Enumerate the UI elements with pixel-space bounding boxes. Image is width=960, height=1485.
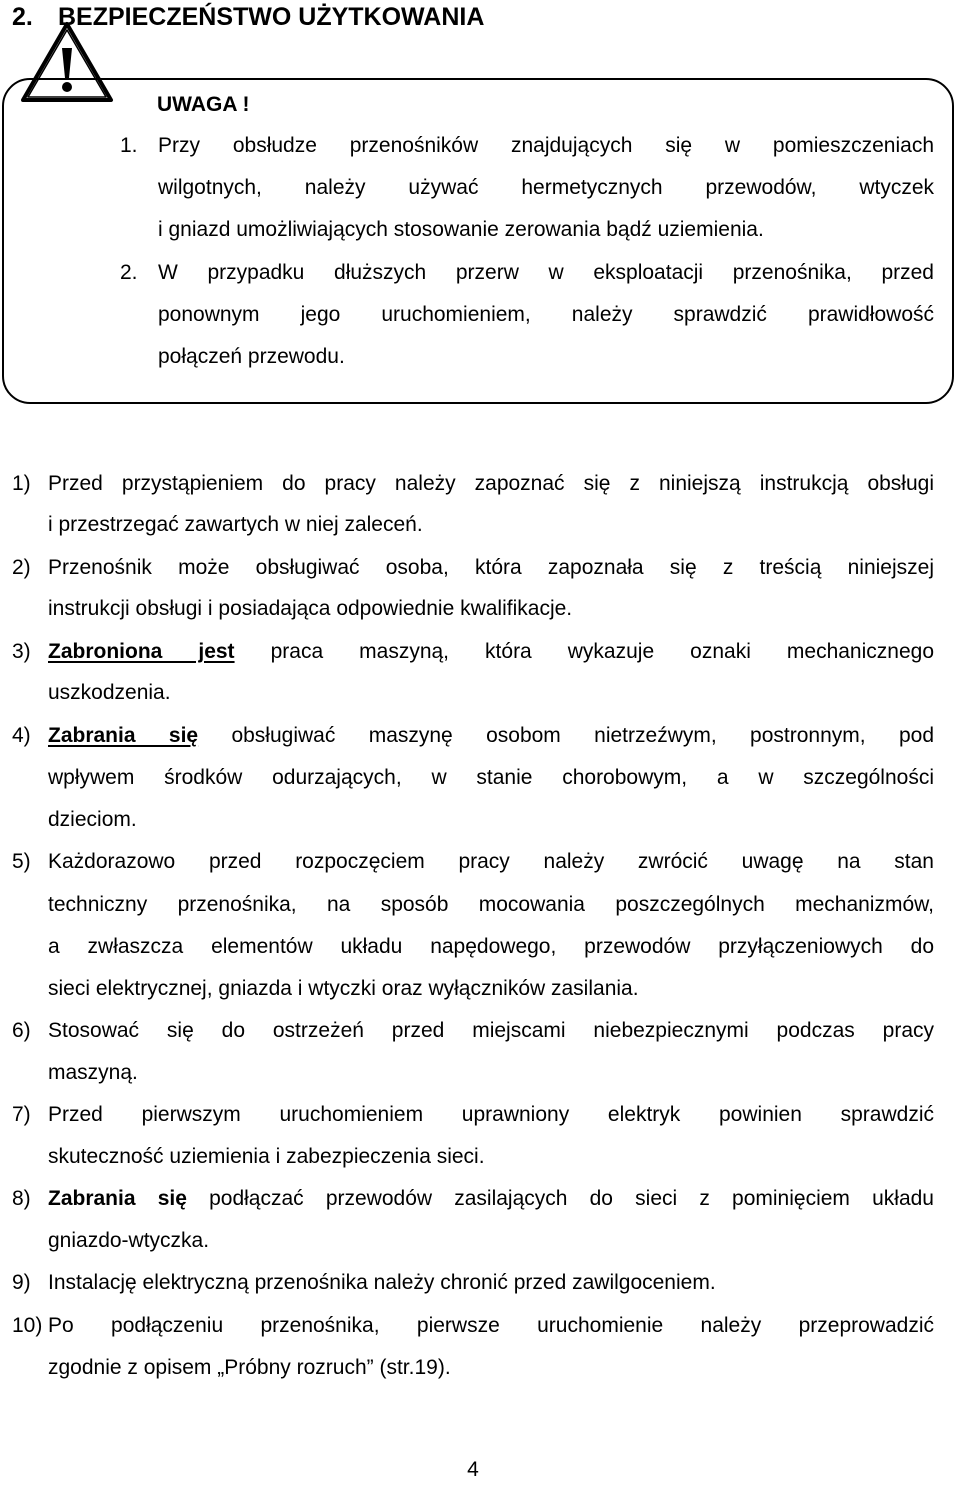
rule-line: Przed pierwszym uruchomieniem uprawniony elektryk powinien sprawdzić	[48, 1103, 934, 1126]
rule-number: 3)	[12, 640, 31, 663]
warning-item-line: ponownym jego uruchomieniem, należy sprawdzić prawidłowość	[158, 303, 934, 326]
rule-emphasis: Zabrania się	[48, 1187, 187, 1210]
rule-number: 8)	[12, 1187, 31, 1210]
rule-line: a zwłaszcza elementów układu napędowego, przewodów przyłączeniowych do	[48, 935, 934, 958]
section-number: 2.	[12, 3, 33, 31]
rule-number: 9)	[12, 1271, 31, 1294]
rule-line: Stosować się do ostrzeżeń przed miejscami niebezpiecznymi podczas pracy	[48, 1019, 934, 1042]
rule-line: Przenośnik może obsługiwać osoba, która zapoznała się z treścią niniejszej	[48, 556, 934, 579]
rule-number: 2)	[12, 556, 31, 579]
rule-line: skuteczność uziemienia i zabezpieczenia sieci.	[48, 1145, 485, 1168]
rule-line: wpływem środków odurzających, w stanie chorobowym, a w szczególności	[48, 766, 934, 789]
rule-line: sieci elektrycznej, gniazda i wtyczki oraz wyłączników zasilania.	[48, 977, 639, 1000]
rule-line: Po podłączeniu przenośnika, pierwsze uruchomienie należy przeprowadzić	[48, 1314, 934, 1337]
warning-triangle-icon	[18, 18, 116, 106]
rule-number: 4)	[12, 724, 31, 747]
rule-number: 7)	[12, 1103, 31, 1126]
rule-line: Każdorazowo przed rozpoczęciem pracy należy zwrócić uwagę na stan	[48, 850, 934, 873]
rule-emphasis: Zabrania się	[48, 724, 199, 747]
warning-item-line: W przypadku dłuższych przerw w eksploatacji przenośnika, przed	[158, 261, 934, 284]
section-title: BEZPIECZEŃSTWO UŻYTKOWANIA	[58, 3, 485, 31]
warning-item-line: połączeń przewodu.	[158, 345, 345, 368]
rule-number: 6)	[12, 1019, 31, 1042]
page-number: 4	[467, 1458, 479, 1481]
warning-item-line: Przy obsłudze przenośników znajdujących się w pomieszczeniach	[158, 134, 934, 157]
rule-line: maszyną.	[48, 1061, 138, 1084]
warning-item-number: 1.	[120, 134, 138, 157]
rule-text: praca maszyną, która wykazuje oznaki mechanicznego	[234, 640, 934, 663]
rule-emphasis: Zabroniona jest	[48, 640, 235, 663]
rule-line: gniazdo-wtyczka.	[48, 1229, 210, 1252]
warning-title: UWAGA !	[157, 93, 250, 116]
rule-line	[48, 637, 934, 667]
rule-number: 1)	[12, 472, 31, 495]
warning-item-line: wilgotnych, należy używać hermetycznych przewodów, wtyczek	[158, 176, 934, 199]
rule-line: dzieciom.	[48, 808, 137, 831]
rule-line: Instalację elektryczną przenośnika należy chronić przed zawilgoceniem.	[48, 1271, 716, 1294]
rule-line: zgodnie z opisem „Próbny rozruch” (str.19).	[48, 1356, 451, 1379]
rule-line: uszkodzenia.	[48, 681, 171, 704]
rule-number: 10)	[12, 1314, 43, 1337]
rule-line: i przestrzegać zawartych w niej zaleceń.	[48, 513, 423, 536]
rule-number: 5)	[12, 850, 31, 873]
rule-line: techniczny przenośnika, na sposób mocowania poszczególnych mechanizmów,	[48, 893, 934, 916]
warning-item-line: i gniazd umożliwiających stosowanie zerowania bądź uziemienia.	[158, 218, 764, 241]
rule-text: podłączać przewodów zasilających do sieci z pominięciem układu	[186, 1187, 934, 1210]
rule-line: Przed przystąpieniem do pracy należy zapoznać się z niniejszą instrukcją obsługi	[48, 472, 934, 495]
rule-line	[48, 721, 934, 751]
rule-text: obsługiwać maszynę osobom nietrzeźwym, postronnym, pod	[198, 724, 934, 747]
warning-item-number: 2.	[120, 261, 138, 284]
rule-line: instrukcji obsługi i posiadająca odpowiednie kwalifikacje.	[48, 597, 573, 620]
rule-line	[48, 1184, 934, 1214]
